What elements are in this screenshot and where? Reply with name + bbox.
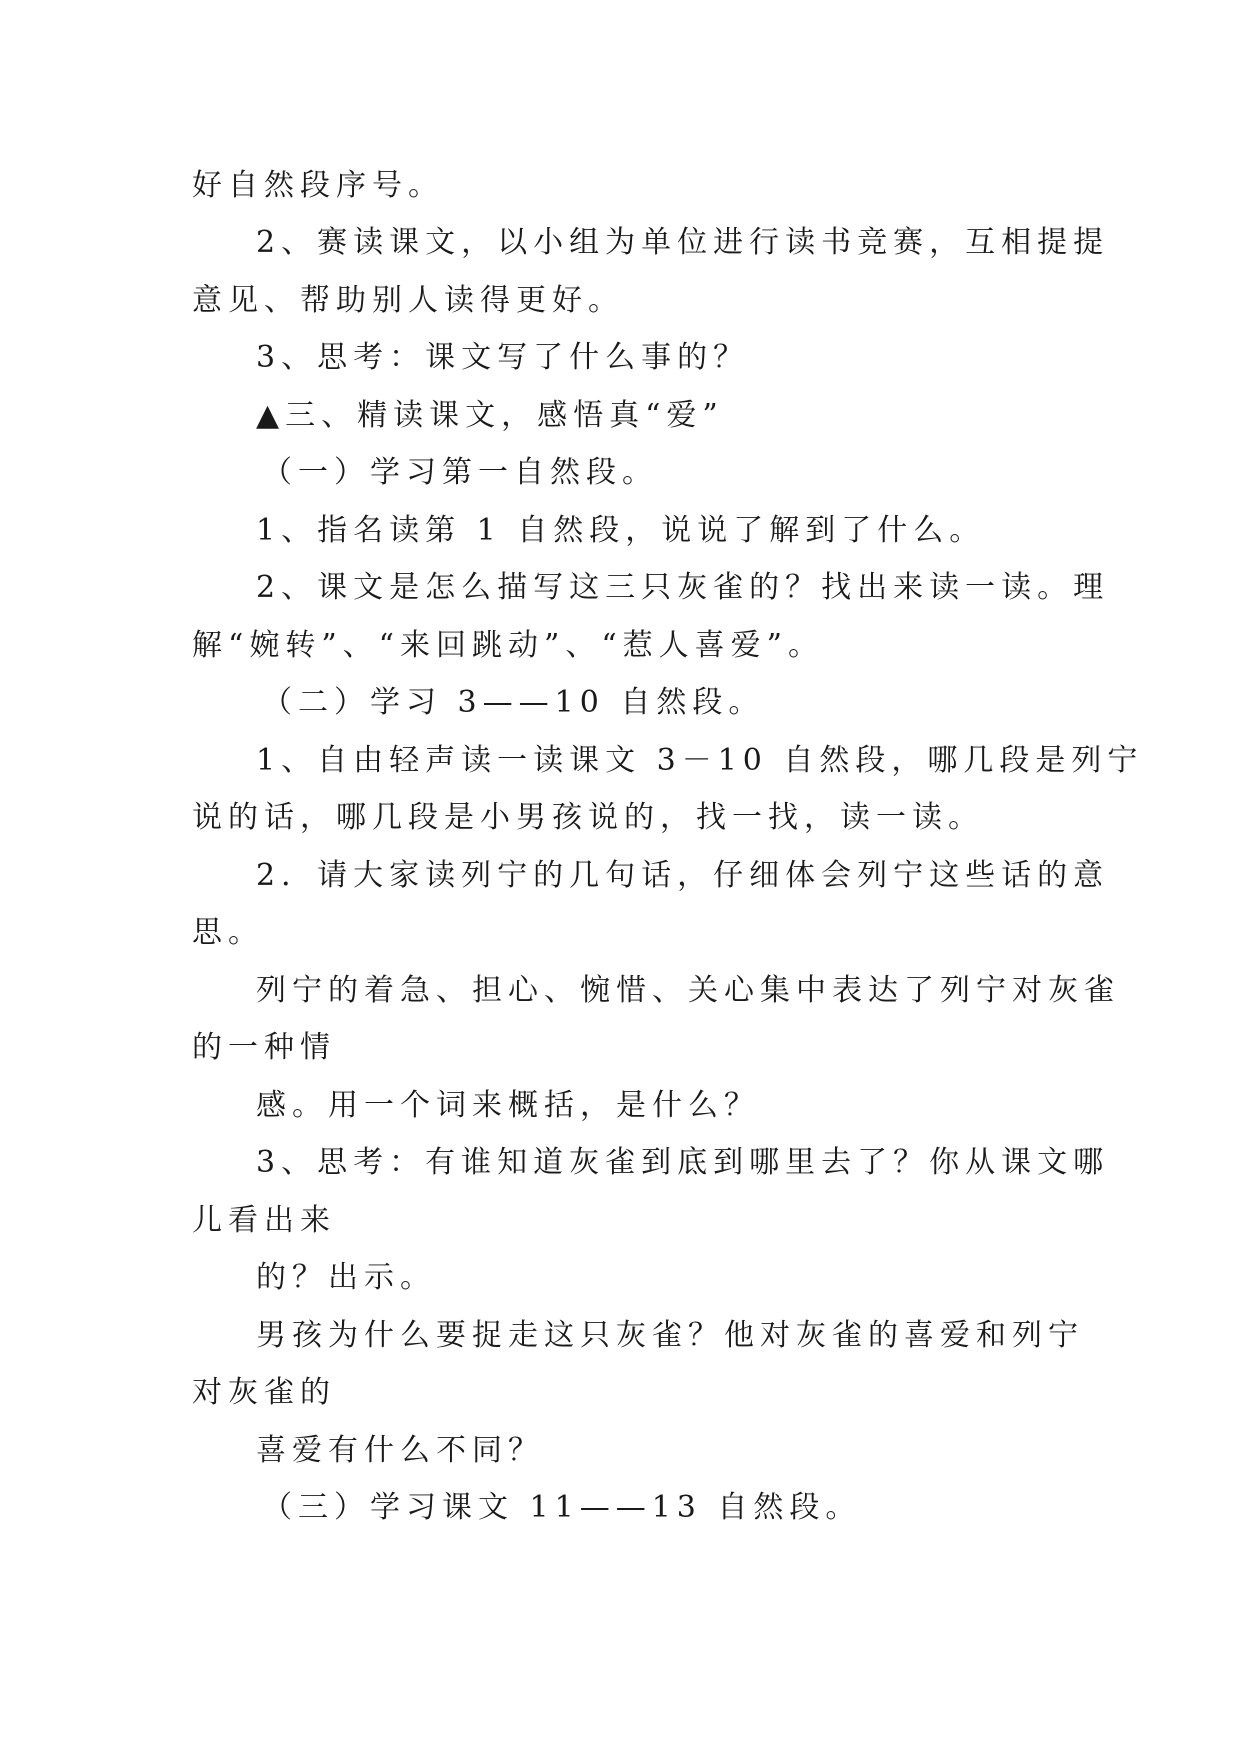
text-line: 1、指名读第 1 自然段，说说了解到了什么。	[256, 513, 986, 548]
text-line: 好自然段序号。	[192, 168, 444, 203]
text-line: 1、自由轻声读一读课文 3－10 自然段，哪几段是列宁	[256, 743, 1144, 778]
text-line: 3、思考：有谁知道灰雀到底到哪里去了？你从课文哪	[256, 1145, 1110, 1180]
text-line: 对灰雀的	[192, 1375, 336, 1410]
text-line: 的？出示。	[256, 1260, 436, 1295]
text-line: 思。	[192, 915, 264, 950]
subsection-heading: （二）学习 3——10 自然段。	[262, 685, 765, 720]
text-line: 男孩为什么要捉走这只灰雀？他对灰雀的喜爱和列宁	[256, 1318, 1084, 1353]
text-line: 2、赛读课文，以小组为单位进行读书竞赛，互相提提	[256, 225, 1110, 260]
text-line: 儿看出来	[192, 1203, 336, 1238]
text-line: 2、课文是怎么描写这三只灰雀的？找出来读一读。理	[256, 570, 1110, 605]
text-line: 3、思考：课文写了什么事的？	[256, 340, 750, 375]
text-line: 2．请大家读列宁的几句话，仔细体会列宁这些话的意	[256, 858, 1110, 893]
text-line: 解“婉转”、“来回跳动”、“惹人喜爱”。	[192, 628, 825, 663]
text-line: 感。用一个词来概括，是什么？	[256, 1088, 760, 1123]
text-line: 说的话，哪几段是小男孩说的，找一找，读一读。	[192, 800, 984, 835]
text-line: 的一种情	[192, 1030, 336, 1065]
text-line: 意见、帮助别人读得更好。	[192, 283, 624, 318]
text-line: 列宁的着急、担心、惋惜、关心集中表达了列宁对灰雀	[256, 973, 1120, 1008]
subsection-heading: （一）学习第一自然段。	[262, 455, 658, 490]
subsection-heading: （三）学习课文 11——13 自然段。	[262, 1490, 862, 1525]
text-line: 喜爱有什么不同？	[256, 1433, 544, 1468]
section-heading: ▲三、精读课文，感悟真“爱”	[256, 398, 724, 433]
